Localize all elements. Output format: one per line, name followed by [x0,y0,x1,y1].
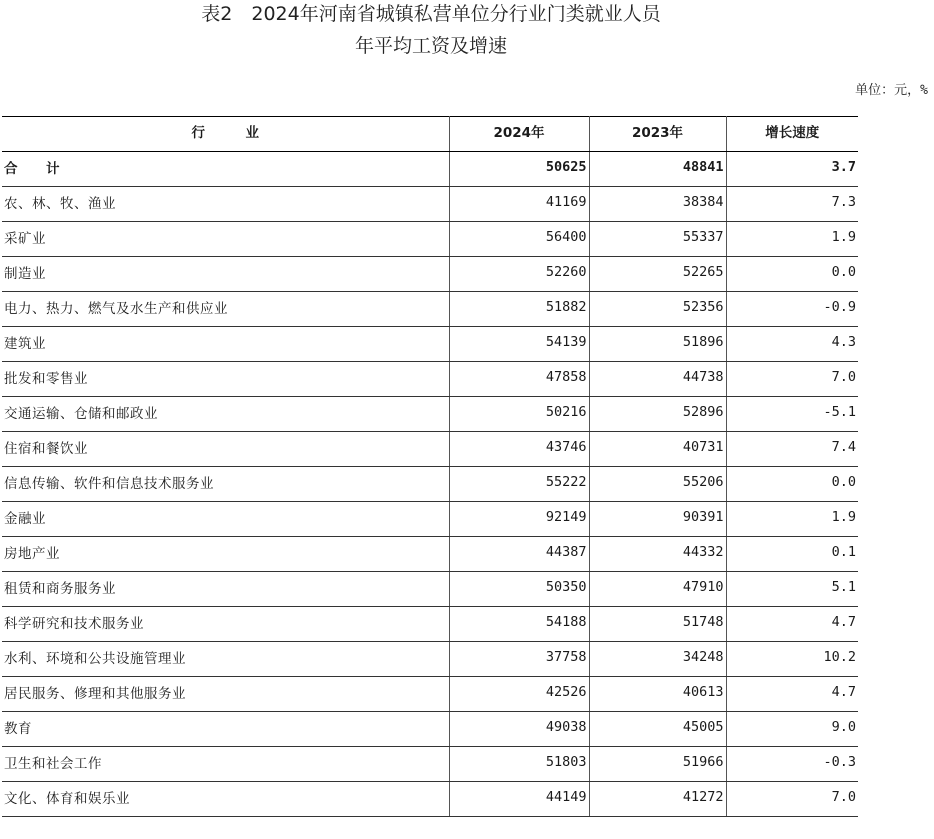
industry-name: 居民服务、修理和其他服务业 [2,677,449,712]
value-2023: 51966 [589,747,726,782]
table-row [2,782,858,817]
total-label: 合 计 [2,152,449,187]
growth-rate: 4.3 [726,327,858,362]
table-title-line-2: 年平均工资及增速 [354,35,507,57]
table-row [2,362,858,397]
table-row [2,572,858,607]
header-2023: 2023年 [589,117,726,152]
value-2023: 52265 [589,257,726,292]
header-growth: 增长速度 [726,117,858,152]
industry-name: 科学研究和技术服务业 [2,607,449,642]
table-row [2,292,858,327]
value-2023: 51748 [589,607,726,642]
value-2023: 55206 [589,467,726,502]
growth-rate: -0.9 [726,292,858,327]
header-2024: 2024年 [449,117,589,152]
value-2023: 55337 [589,222,726,257]
table-row [2,502,858,537]
value-2023: 90391 [589,502,726,537]
growth-rate: 7.3 [726,187,858,222]
industry-name: 金融业 [2,502,449,537]
table-row [2,257,858,292]
growth-rate: 9.0 [726,712,858,747]
table-row [2,677,858,712]
industry-name: 建筑业 [2,327,449,362]
value-2024: 51882 [449,292,589,327]
value-2024: 49038 [449,712,589,747]
table-row [2,642,858,677]
value-2024: 50216 [449,397,589,432]
wage-table [2,116,858,817]
value-2023: 45005 [589,712,726,747]
industry-name: 采矿业 [2,222,449,257]
value-2023: 41272 [589,782,726,817]
value-2024: 52260 [449,257,589,292]
growth-rate: 0.1 [726,537,858,572]
value-2024: 37758 [449,642,589,677]
value-2024: 42526 [449,677,589,712]
growth-rate: 7.4 [726,432,858,467]
industry-name: 水利、环境和公共设施管理业 [2,642,449,677]
value-2024: 92149 [449,502,589,537]
value-2023: 52356 [589,292,726,327]
growth-rate: 4.7 [726,607,858,642]
value-2024: 47858 [449,362,589,397]
table-row [2,467,858,502]
value-2024: 54188 [449,607,589,642]
growth-rate: 4.7 [726,677,858,712]
total-2023: 48841 [589,152,726,187]
growth-rate: 0.0 [726,467,858,502]
growth-rate: 7.0 [726,362,858,397]
value-2024: 44387 [449,537,589,572]
industry-name: 制造业 [2,257,449,292]
table-row [2,397,858,432]
value-2024: 56400 [449,222,589,257]
header-row [2,117,858,152]
table-row [2,607,858,642]
growth-rate: -0.3 [726,747,858,782]
growth-rate: 7.0 [726,782,858,817]
industry-name: 交通运输、仓储和邮政业 [2,397,449,432]
growth-rate: 5.1 [726,572,858,607]
total-row [2,152,858,187]
industry-name: 农、林、牧、渔业 [2,187,449,222]
total-growth: 3.7 [726,152,858,187]
industry-name: 文化、体育和娱乐业 [2,782,449,817]
header-industry: 行 业 [2,117,449,152]
growth-rate: 0.0 [726,257,858,292]
table-title-line-1: 表2 2024年河南省城镇私营单位分行业门类就业人员 [201,3,661,25]
value-2023: 44738 [589,362,726,397]
growth-rate: 1.9 [726,222,858,257]
growth-rate: 10.2 [726,642,858,677]
value-2024: 43746 [449,432,589,467]
industry-name: 电力、热力、燃气及水生产和供应业 [2,292,449,327]
value-2023: 38384 [589,187,726,222]
value-2024: 51803 [449,747,589,782]
industry-name: 卫生和社会工作 [2,747,449,782]
industry-name: 租赁和商务服务业 [2,572,449,607]
table-row [2,747,858,782]
value-2024: 55222 [449,467,589,502]
industry-name: 信息传输、软件和信息技术服务业 [2,467,449,502]
industry-name: 房地产业 [2,537,449,572]
table-row [2,432,858,467]
value-2024: 54139 [449,327,589,362]
growth-rate: 1.9 [726,502,858,537]
value-2023: 52896 [589,397,726,432]
value-2024: 50350 [449,572,589,607]
value-2023: 40731 [589,432,726,467]
value-2023: 44332 [589,537,726,572]
table-row [2,187,858,222]
unit-note: 单位：元，% [855,83,928,98]
value-2023: 34248 [589,642,726,677]
table-row [2,537,858,572]
industry-name: 教育 [2,712,449,747]
industry-name: 批发和零售业 [2,362,449,397]
total-2024: 50625 [449,152,589,187]
value-2023: 40613 [589,677,726,712]
value-2024: 44149 [449,782,589,817]
industry-name: 住宿和餐饮业 [2,432,449,467]
table-row [2,327,858,362]
table-row [2,712,858,747]
value-2023: 51896 [589,327,726,362]
growth-rate: -5.1 [726,397,858,432]
value-2024: 41169 [449,187,589,222]
table-row [2,222,858,257]
value-2023: 47910 [589,572,726,607]
